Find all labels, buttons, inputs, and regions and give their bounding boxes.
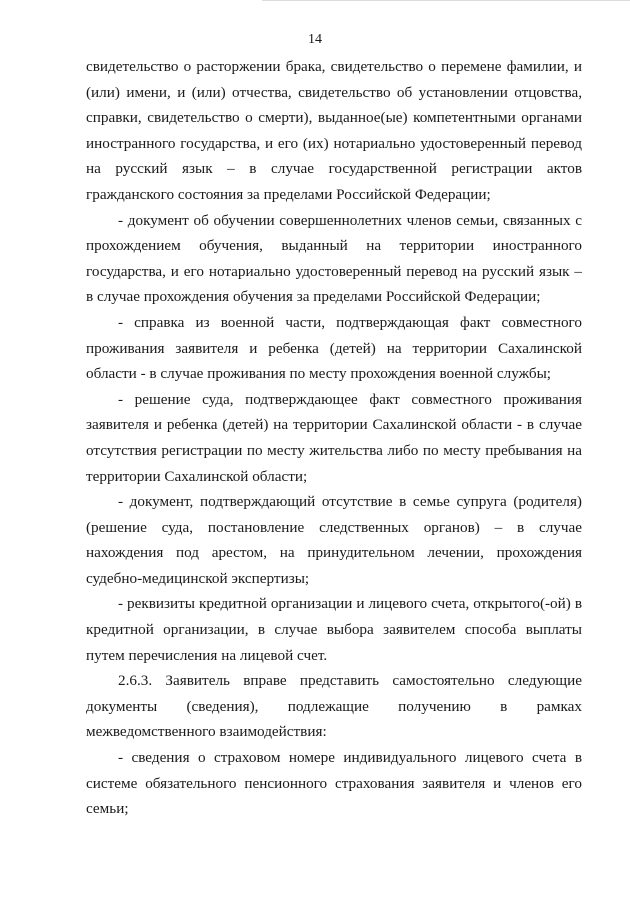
paragraph-education-document: - документ об обучении совершеннолетних членов семьи, связанных с прохождением обучения, выданный на территории иностранного государства, и его нотариально удостоверенный перевод на русский язык – в случае прохождения обучения за пределами Российской Федерации; [86, 211, 582, 306]
page-number: 14 [308, 32, 322, 47]
paragraph-section-2-6-3: 2.6.3. Заявитель вправе представить самостоятельно следующие документы (сведения), подлежащие получению в рамках межведомственного взаимодействия: [86, 672, 582, 741]
document-body [86, 54, 582, 822]
paragraph-military-certificate: - справка из военной части, подтверждающая факт совместного проживания заявителя и ребенка (детей) на территории Сахалинской области - в случае проживания по месту прохождения военной службы; [86, 313, 582, 383]
paragraph-spouse-absence: - документ, подтверждающий отсутствие в семье супруга (родителя) (решение суда, постановление следственных органов) – в случае нахождения под арестом, на принудительном лечении, прохождения судебно-медицинской экспертизы; [86, 493, 582, 587]
scan-edge-line [262, 0, 630, 1]
paragraph-insurance-number: - сведения о страховом номере индивидуального лицевого счета в системе обязательного пенсионного страхования заявителя и членов его семьи; [86, 749, 582, 818]
paragraph-court-decision: - решение суда, подтверждающее факт совместного проживания заявителя и ребенка (детей) на территории Сахалинской области - в случае отсутствия регистрации по месту жительства либо по месту пребывания на территории Сахалинской области; [86, 390, 582, 485]
paragraph-continuation: свидетельство о расторжении брака, свидетельство о перемене фамилии, и (или) имени, и (или) отчества, свидетельство об установлении отцовства, справки, свидетельство о смерти), выданное(ые) компетентными органами иностранного государства, и его (их) нотариально удостоверенный перевод на русский язык – в случае государственной регистрации актов гражданского состояния за пределами Российской Федерации; [86, 58, 582, 203]
paragraph-bank-details: - реквизиты кредитной организации и лицевого счета, открытого(-ой) в кредитной организации, в случае выбора заявителем способа выплаты путем перечисления на лицевой счет. [86, 595, 582, 664]
